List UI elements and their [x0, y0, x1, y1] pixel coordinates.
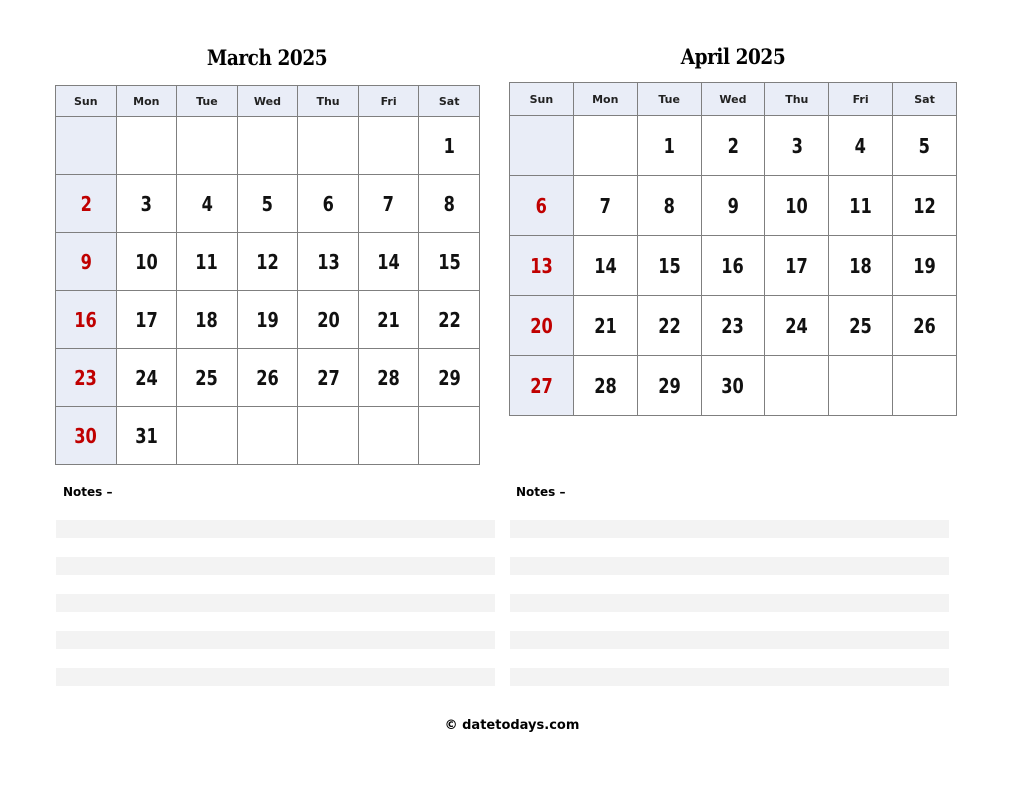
day-number: 10 — [785, 193, 809, 218]
empty-day-cell[interactable] — [829, 356, 893, 416]
note-line[interactable] — [510, 631, 949, 649]
day-cell[interactable] — [56, 175, 117, 233]
day-cell[interactable] — [358, 233, 419, 291]
day-number: 5 — [918, 133, 931, 158]
day-number: 18 — [849, 253, 872, 278]
day-cell[interactable] — [701, 116, 765, 176]
empty-day-cell[interactable] — [237, 117, 298, 175]
day-number: 21 — [377, 307, 400, 332]
day-cell[interactable] — [637, 296, 701, 356]
week-row — [510, 356, 957, 416]
day-number: 15 — [657, 253, 681, 278]
day-cell[interactable] — [637, 116, 701, 176]
empty-day-cell[interactable] — [298, 407, 359, 465]
empty-day-cell[interactable] — [358, 117, 419, 175]
day-cell[interactable] — [116, 407, 177, 465]
day-number: 2 — [727, 133, 739, 158]
weekday-header-sun: Sun — [56, 86, 117, 117]
day-number: 18 — [195, 307, 219, 332]
day-cell[interactable] — [573, 356, 637, 416]
week-row — [510, 296, 957, 356]
day-cell[interactable] — [637, 176, 701, 236]
calendar-grid-march — [55, 85, 480, 465]
note-line[interactable] — [510, 594, 949, 612]
day-cell[interactable] — [573, 296, 637, 356]
day-cell[interactable] — [237, 233, 298, 291]
day-number: 13 — [530, 253, 553, 278]
day-number: 13 — [316, 249, 340, 274]
day-cell[interactable] — [701, 236, 765, 296]
day-cell[interactable] — [237, 175, 298, 233]
weekday-header-tue: Tue — [177, 86, 238, 117]
day-number: 30 — [74, 423, 98, 448]
week-row — [56, 117, 480, 175]
weekday-header-mon: Mon — [573, 83, 637, 116]
day-number: 10 — [135, 249, 158, 274]
day-number: 2 — [80, 191, 92, 216]
empty-day-cell[interactable] — [237, 407, 298, 465]
day-number: 26 — [256, 365, 279, 390]
day-number: 19 — [256, 307, 279, 332]
day-number: 3 — [791, 133, 803, 158]
day-number: 31 — [135, 423, 158, 448]
week-row — [56, 291, 480, 349]
day-cell[interactable] — [56, 291, 117, 349]
week-row — [510, 116, 957, 176]
day-number: 21 — [593, 313, 617, 338]
weekday-header-thu: Thu — [765, 83, 829, 116]
day-number: 23 — [74, 365, 98, 390]
empty-day-cell[interactable] — [298, 117, 359, 175]
day-cell[interactable] — [358, 175, 419, 233]
weekday-header-fri: Fri — [358, 86, 419, 117]
day-number: 3 — [140, 191, 152, 216]
calendar-grid-april — [509, 82, 957, 416]
day-cell[interactable] — [298, 175, 359, 233]
day-cell[interactable] — [116, 291, 177, 349]
day-cell[interactable] — [829, 296, 893, 356]
week-row — [56, 349, 480, 407]
note-line[interactable] — [510, 520, 949, 538]
day-cell[interactable] — [298, 233, 359, 291]
weekday-header-sat: Sat — [893, 83, 957, 116]
day-cell[interactable] — [419, 291, 480, 349]
day-cell[interactable] — [56, 349, 117, 407]
weekday-header-mon: Mon — [116, 86, 177, 117]
empty-day-cell[interactable] — [177, 117, 238, 175]
note-line[interactable] — [56, 557, 495, 575]
weekday-header-sun: Sun — [510, 83, 574, 116]
note-line[interactable] — [56, 520, 495, 538]
day-number: 28 — [593, 373, 617, 398]
day-cell[interactable] — [56, 233, 117, 291]
day-cell[interactable] — [510, 296, 574, 356]
day-cell[interactable] — [893, 176, 957, 236]
copyright-footer: © datetodays.com — [444, 718, 580, 733]
day-number: 16 — [721, 253, 745, 278]
day-cell[interactable] — [829, 116, 893, 176]
note-line[interactable] — [56, 668, 495, 686]
day-cell[interactable] — [116, 349, 177, 407]
week-row — [510, 176, 957, 236]
day-number: 1 — [663, 133, 675, 158]
day-number: 25 — [195, 365, 219, 390]
day-number: 27 — [530, 373, 553, 398]
day-cell[interactable] — [510, 176, 574, 236]
week-row — [56, 407, 480, 465]
note-line[interactable] — [510, 557, 949, 575]
day-cell[interactable] — [419, 175, 480, 233]
day-cell[interactable] — [573, 176, 637, 236]
day-cell[interactable] — [298, 349, 359, 407]
day-cell[interactable] — [893, 296, 957, 356]
day-number: 15 — [437, 249, 461, 274]
day-cell[interactable] — [829, 236, 893, 296]
day-cell[interactable] — [116, 233, 177, 291]
day-number: 20 — [316, 307, 340, 332]
day-number: 29 — [657, 373, 681, 398]
day-cell[interactable] — [419, 349, 480, 407]
day-number: 7 — [599, 193, 611, 218]
day-number: 6 — [322, 191, 334, 216]
day-number: 8 — [443, 191, 455, 216]
day-cell[interactable] — [701, 356, 765, 416]
day-cell[interactable] — [298, 291, 359, 349]
empty-day-cell[interactable] — [358, 407, 419, 465]
day-number: 14 — [593, 253, 617, 278]
day-cell[interactable] — [893, 116, 957, 176]
calendar-title-april: April 2025 — [680, 44, 786, 69]
weekday-header-row — [510, 83, 957, 116]
day-cell[interactable] — [177, 349, 238, 407]
day-number: 19 — [913, 253, 936, 278]
day-cell[interactable] — [419, 117, 480, 175]
day-number: 7 — [382, 191, 395, 216]
day-cell[interactable] — [765, 236, 829, 296]
day-number: 14 — [377, 249, 400, 274]
weekday-header-thu: Thu — [298, 86, 359, 117]
day-number: 30 — [721, 373, 745, 398]
note-line[interactable] — [56, 631, 495, 649]
empty-day-cell[interactable] — [116, 117, 177, 175]
day-number: 25 — [849, 313, 872, 338]
day-number: 4 — [201, 191, 213, 216]
day-cell[interactable] — [829, 176, 893, 236]
day-number: 9 — [727, 193, 739, 218]
day-number: 22 — [657, 313, 681, 338]
day-number: 27 — [316, 365, 340, 390]
day-number: 12 — [913, 193, 936, 218]
week-row — [510, 236, 957, 296]
day-number: 8 — [663, 193, 675, 218]
weekday-header-sat: Sat — [419, 86, 480, 117]
day-cell[interactable] — [893, 236, 957, 296]
day-cell[interactable] — [701, 176, 765, 236]
empty-day-cell[interactable] — [419, 407, 480, 465]
day-number: 16 — [74, 307, 98, 332]
day-cell[interactable] — [701, 296, 765, 356]
day-number: 29 — [437, 365, 461, 390]
weekday-header-fri: Fri — [829, 83, 893, 116]
notes-label-april: Notes – — [516, 485, 566, 499]
empty-day-cell[interactable] — [177, 407, 238, 465]
day-number: 17 — [785, 253, 809, 278]
empty-day-cell[interactable] — [573, 116, 637, 176]
day-number: 12 — [256, 249, 279, 274]
day-number: 4 — [855, 133, 867, 158]
weekday-header-wed: Wed — [237, 86, 298, 117]
day-number: 1 — [443, 133, 455, 158]
day-cell[interactable] — [419, 233, 480, 291]
day-number: 28 — [377, 365, 400, 390]
day-cell[interactable] — [116, 175, 177, 233]
day-number: 11 — [195, 249, 219, 274]
day-cell[interactable] — [637, 236, 701, 296]
day-cell[interactable] — [358, 291, 419, 349]
empty-day-cell[interactable] — [510, 116, 574, 176]
day-cell[interactable] — [177, 175, 238, 233]
day-number: 22 — [437, 307, 461, 332]
day-number: 6 — [535, 193, 548, 218]
week-row — [56, 233, 480, 291]
day-number: 26 — [913, 313, 936, 338]
empty-day-cell[interactable] — [765, 356, 829, 416]
day-cell[interactable] — [765, 296, 829, 356]
day-number: 5 — [261, 191, 274, 216]
day-number: 24 — [785, 313, 809, 338]
weekday-header-wed: Wed — [701, 83, 765, 116]
day-cell[interactable] — [358, 349, 419, 407]
calendar-title-march: March 2025 — [206, 45, 328, 70]
note-line[interactable] — [56, 594, 495, 612]
weekday-header-tue: Tue — [637, 83, 701, 116]
day-cell[interactable] — [510, 356, 574, 416]
day-number: 23 — [721, 313, 745, 338]
day-cell[interactable] — [237, 291, 298, 349]
day-cell[interactable] — [765, 176, 829, 236]
empty-day-cell[interactable] — [893, 356, 957, 416]
day-cell[interactable] — [237, 349, 298, 407]
day-cell[interactable] — [510, 236, 574, 296]
day-number: 11 — [849, 193, 872, 218]
day-cell[interactable] — [177, 291, 238, 349]
week-row — [56, 175, 480, 233]
notes-label-march: Notes – — [63, 485, 113, 499]
day-cell[interactable] — [637, 356, 701, 416]
day-number: 17 — [135, 307, 158, 332]
day-cell[interactable] — [573, 236, 637, 296]
day-number: 24 — [135, 365, 158, 390]
note-line[interactable] — [510, 668, 949, 686]
day-number: 20 — [530, 313, 553, 338]
day-cell[interactable] — [765, 116, 829, 176]
empty-day-cell[interactable] — [56, 117, 117, 175]
weekday-header-row — [56, 86, 480, 117]
day-number: 9 — [80, 249, 92, 274]
day-cell[interactable] — [177, 233, 238, 291]
day-cell[interactable] — [56, 407, 117, 465]
